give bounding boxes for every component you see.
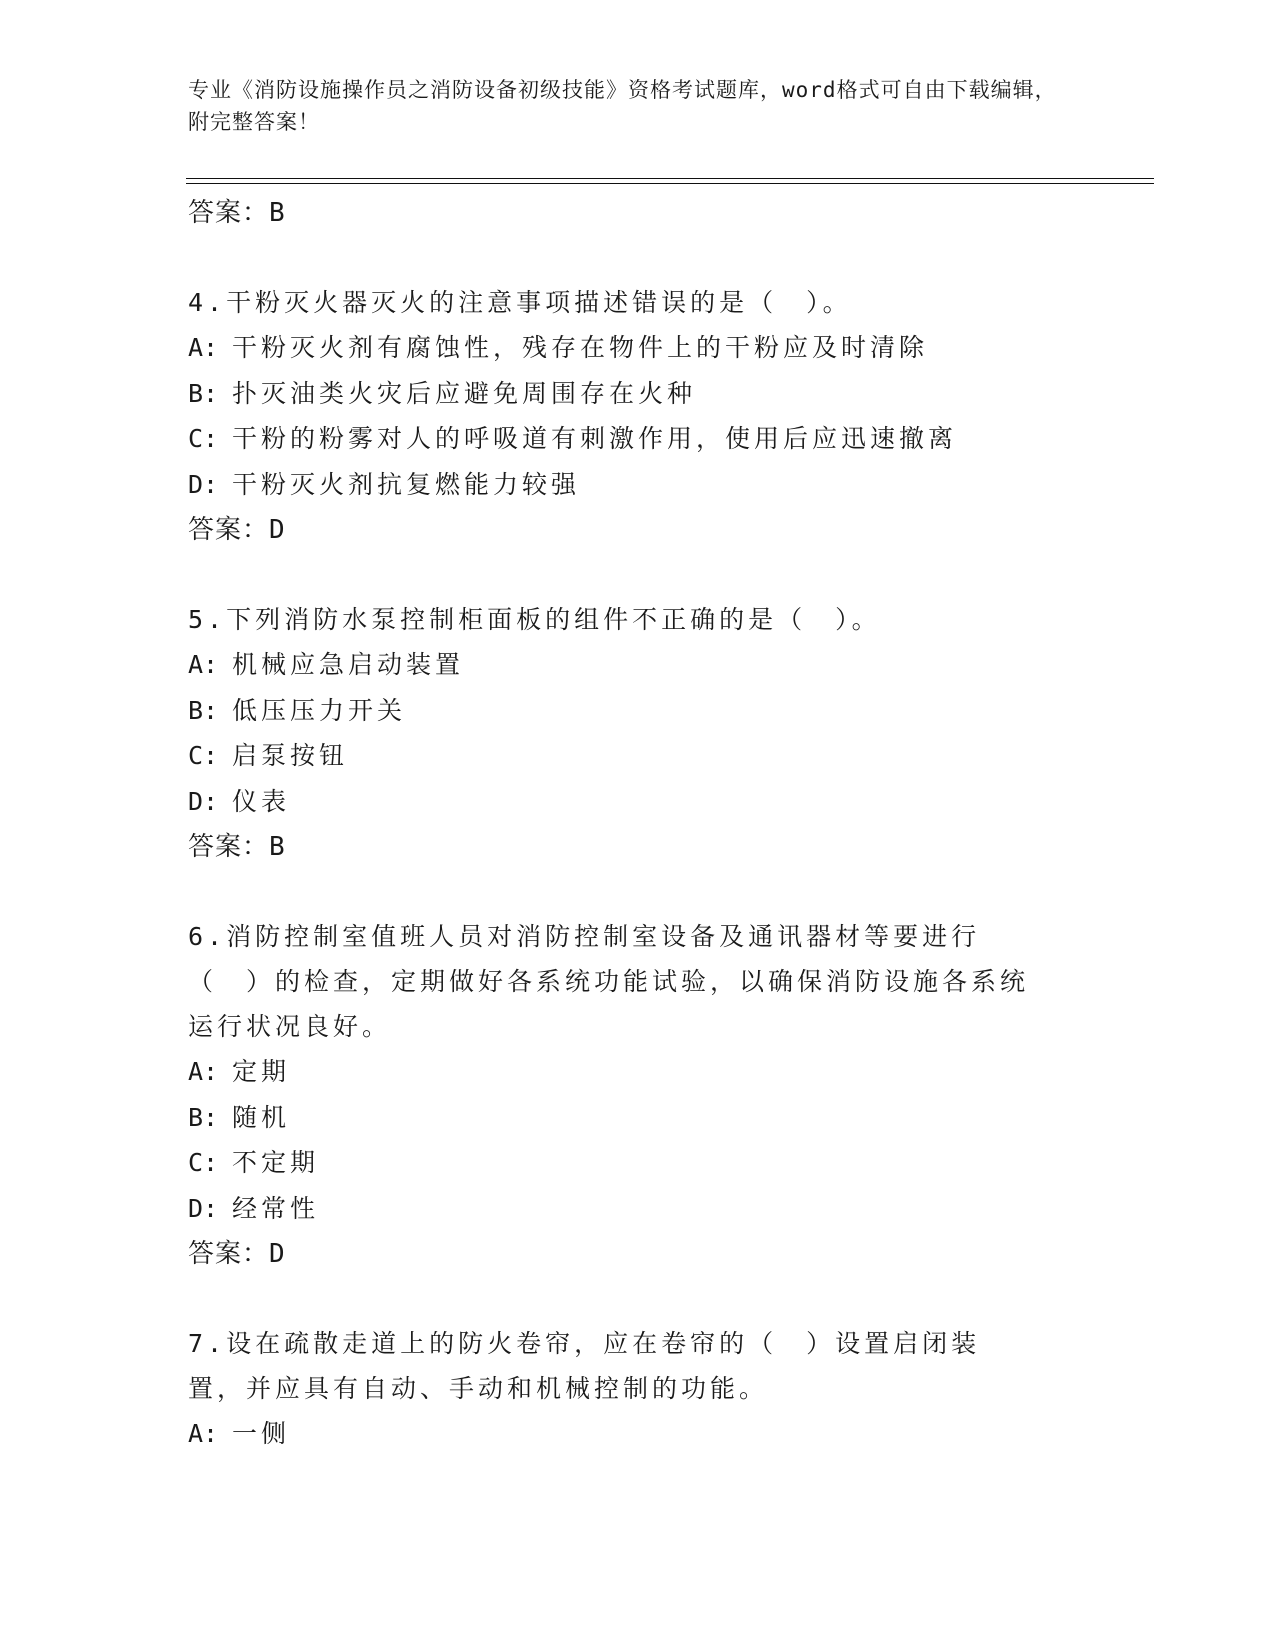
- option-text: 定期: [232, 1057, 291, 1086]
- option-letter: A:: [188, 333, 219, 362]
- option-letter: C:: [188, 424, 219, 453]
- option-d: [188, 779, 1088, 825]
- option-letter: D:: [188, 786, 219, 816]
- option-text: 随机: [232, 1102, 291, 1132]
- question-stem: 5.下列消防水泵控制柜面板的组件不正确的是（ ）。: [188, 605, 881, 634]
- option-b: [188, 371, 1088, 417]
- option-letter: B:: [188, 1102, 219, 1132]
- option-text: 一侧: [232, 1419, 291, 1448]
- question-6: [188, 914, 1088, 1277]
- question-stem: 7.设在疏散走道上的防火卷帘，应在卷帘的（ ）设置启闭装置，并应具有自动、手动和机械控制的功能。: [188, 1329, 981, 1403]
- option-b: [188, 688, 1088, 734]
- question-7: [188, 1321, 1088, 1457]
- option-letter: D:: [188, 469, 219, 499]
- option-letter: A:: [188, 650, 219, 679]
- option-c: [188, 416, 1088, 462]
- option-text: 经常性: [232, 1193, 320, 1223]
- option-text: 启泵按钮: [232, 741, 349, 770]
- option-c: [188, 733, 1088, 779]
- option-d: [188, 462, 1088, 508]
- answer: 答案：D: [188, 1239, 286, 1269]
- document-header: 专业《消防设施操作员之消防设备初级技能》资格考试题库，word格式可自由下载编辑，附完整答案！: [188, 78, 1057, 134]
- option-text: 机械应急启动装置: [232, 650, 465, 679]
- header-divider: [186, 178, 1154, 184]
- question-4: [188, 280, 1088, 553]
- option-text: 扑灭油类火灾后应避免周围存在火种: [232, 378, 697, 408]
- option-letter: C:: [188, 741, 219, 770]
- option-letter: B:: [188, 378, 219, 408]
- option-text: 低压压力开关: [232, 695, 407, 725]
- option-text: 干粉灭火剂抗复燃能力较强: [232, 469, 581, 499]
- question-5: [188, 597, 1088, 870]
- option-text: 干粉的粉雾对人的呼吸道有刺激作用，使用后应迅速撤离: [232, 424, 958, 453]
- question-stem: 6.消防控制室值班人员对消防控制室设备及通讯器材等要进行（ ）的检查，定期做好各系统功能试验，以确保消防设施各系统运行状况良好。: [188, 922, 1030, 1041]
- answer-prev: 答案：B: [188, 198, 286, 228]
- option-letter: C:: [188, 1148, 219, 1177]
- question-stem: 4.干粉灭火器灭火的注意事项描述错误的是（ ）。: [188, 288, 852, 317]
- option-a: [188, 1411, 1088, 1457]
- option-a: [188, 1049, 1088, 1095]
- answer: 答案：D: [188, 515, 286, 545]
- option-letter: A:: [188, 1419, 219, 1448]
- option-letter: A:: [188, 1057, 219, 1086]
- option-d: [188, 1186, 1088, 1232]
- answer: 答案：B: [188, 832, 286, 862]
- option-text: 仪表: [232, 786, 291, 816]
- option-letter: B:: [188, 695, 219, 725]
- option-text: 干粉灭火剂有腐蚀性，残存在物件上的干粉应及时清除: [232, 333, 929, 362]
- option-b: [188, 1095, 1088, 1141]
- option-a: [188, 325, 1088, 371]
- option-c: [188, 1140, 1088, 1186]
- option-letter: D:: [188, 1193, 219, 1223]
- option-text: 不定期: [232, 1148, 320, 1177]
- option-a: [188, 642, 1088, 688]
- document-body: [188, 190, 1088, 1457]
